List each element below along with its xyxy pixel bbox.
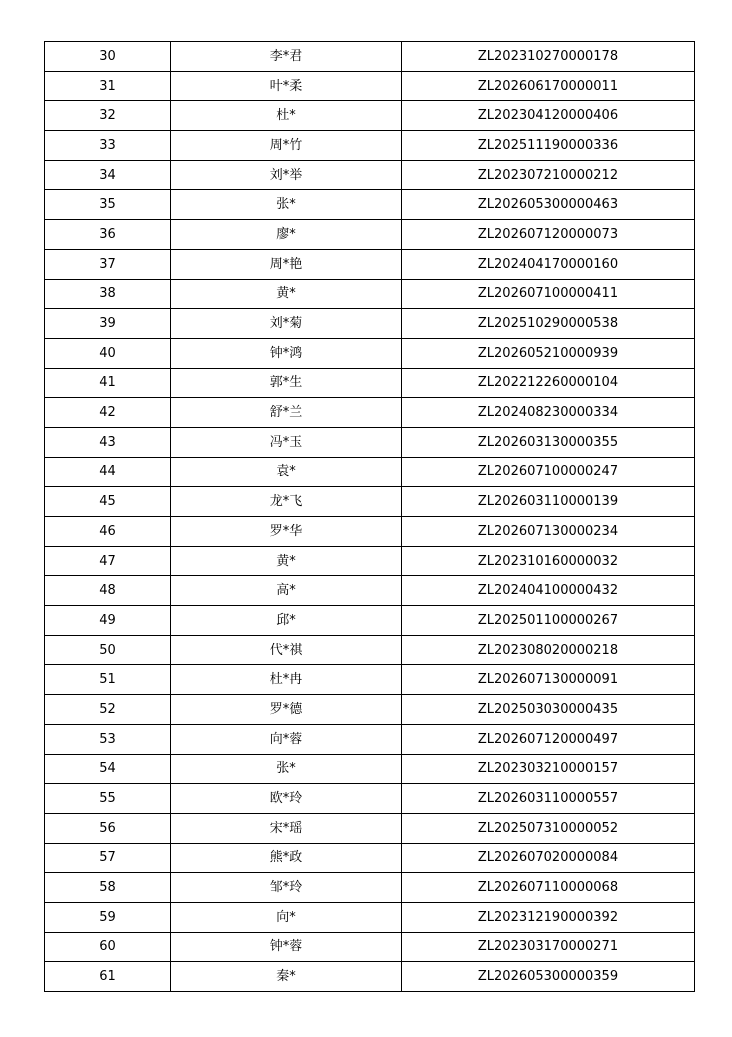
row-number-cell: 52 (45, 695, 171, 725)
registration-code-cell: ZL202404170000160 (402, 249, 695, 279)
registration-code-cell: ZL202312190000392 (402, 902, 695, 932)
row-number-cell: 45 (45, 487, 171, 517)
table-row (45, 546, 695, 576)
table-row (45, 487, 695, 517)
name-cell: 周*竹 (171, 131, 402, 161)
name-cell: 邱* (171, 606, 402, 636)
table-row (45, 71, 695, 101)
row-number-cell: 44 (45, 457, 171, 487)
table-row (45, 368, 695, 398)
row-number-cell: 33 (45, 131, 171, 161)
row-number-cell: 47 (45, 546, 171, 576)
table-row (45, 190, 695, 220)
registration-code-cell: ZL202507310000052 (402, 813, 695, 843)
registration-code-cell: ZL202303210000157 (402, 754, 695, 784)
name-cell: 宋*瑶 (171, 813, 402, 843)
registration-code-cell: ZL202308020000218 (402, 635, 695, 665)
registration-code-cell: ZL202310160000032 (402, 546, 695, 576)
row-number-cell: 50 (45, 635, 171, 665)
row-number-cell: 39 (45, 309, 171, 339)
registration-code-cell: ZL202605300000463 (402, 190, 695, 220)
registration-code-cell: ZL202607130000234 (402, 517, 695, 547)
row-number-cell: 30 (45, 42, 171, 72)
row-number-cell: 55 (45, 784, 171, 814)
row-number-cell: 40 (45, 338, 171, 368)
name-cell: 郭*生 (171, 368, 402, 398)
name-cell: 廖* (171, 220, 402, 250)
name-cell: 张* (171, 190, 402, 220)
table-row (45, 665, 695, 695)
table-row (45, 695, 695, 725)
registration-code-cell: ZL202607110000068 (402, 873, 695, 903)
name-cell: 袁* (171, 457, 402, 487)
row-number-cell: 34 (45, 160, 171, 190)
row-number-cell: 57 (45, 843, 171, 873)
row-number-cell: 54 (45, 754, 171, 784)
name-cell: 罗*华 (171, 517, 402, 547)
row-number-cell: 42 (45, 398, 171, 428)
registration-code-cell: ZL202307210000212 (402, 160, 695, 190)
name-cell: 钟*蓉 (171, 932, 402, 962)
table-row (45, 754, 695, 784)
row-number-cell: 35 (45, 190, 171, 220)
name-cell: 邹*玲 (171, 873, 402, 903)
row-number-cell: 46 (45, 517, 171, 547)
name-cell: 代*祺 (171, 635, 402, 665)
name-cell: 高* (171, 576, 402, 606)
table-row (45, 101, 695, 131)
row-number-cell: 60 (45, 932, 171, 962)
registration-code-cell: ZL202501100000267 (402, 606, 695, 636)
registration-code-cell: ZL202212260000104 (402, 368, 695, 398)
row-number-cell: 38 (45, 279, 171, 309)
registration-code-cell: ZL202603130000355 (402, 427, 695, 457)
registration-code-cell: ZL202607100000411 (402, 279, 695, 309)
table-row (45, 873, 695, 903)
name-cell: 黄* (171, 279, 402, 309)
name-cell: 张* (171, 754, 402, 784)
table-row (45, 784, 695, 814)
row-number-cell: 31 (45, 71, 171, 101)
registration-code-cell: ZL202404100000432 (402, 576, 695, 606)
registration-code-cell: ZL202607120000497 (402, 724, 695, 754)
row-number-cell: 41 (45, 368, 171, 398)
registration-code-cell: ZL202606170000011 (402, 71, 695, 101)
name-cell: 龙*飞 (171, 487, 402, 517)
table-row (45, 220, 695, 250)
roster-table-body (45, 42, 695, 992)
table-row (45, 724, 695, 754)
registration-code-cell: ZL202303170000271 (402, 932, 695, 962)
table-row (45, 457, 695, 487)
registration-code-cell: ZL202304120000406 (402, 101, 695, 131)
registration-code-cell: ZL202603110000557 (402, 784, 695, 814)
name-cell: 杜* (171, 101, 402, 131)
table-row (45, 517, 695, 547)
registration-code-cell: ZL202605210000939 (402, 338, 695, 368)
table-row (45, 932, 695, 962)
table-row (45, 160, 695, 190)
name-cell: 钟*鸿 (171, 338, 402, 368)
registration-code-cell: ZL202607130000091 (402, 665, 695, 695)
name-cell: 向* (171, 902, 402, 932)
registration-code-cell: ZL202511190000336 (402, 131, 695, 161)
name-cell: 向*蓉 (171, 724, 402, 754)
row-number-cell: 37 (45, 249, 171, 279)
row-number-cell: 51 (45, 665, 171, 695)
name-cell: 李*君 (171, 42, 402, 72)
name-cell: 叶*柔 (171, 71, 402, 101)
row-number-cell: 61 (45, 962, 171, 992)
table-row (45, 962, 695, 992)
name-cell: 杜*冉 (171, 665, 402, 695)
table-row (45, 279, 695, 309)
row-number-cell: 56 (45, 813, 171, 843)
row-number-cell: 59 (45, 902, 171, 932)
name-cell: 周*艳 (171, 249, 402, 279)
registration-code-cell: ZL202510290000538 (402, 309, 695, 339)
registration-code-cell: ZL202607100000247 (402, 457, 695, 487)
registration-code-cell: ZL202607020000084 (402, 843, 695, 873)
row-number-cell: 43 (45, 427, 171, 457)
row-number-cell: 36 (45, 220, 171, 250)
table-row (45, 131, 695, 161)
table-row (45, 249, 695, 279)
name-cell: 罗*德 (171, 695, 402, 725)
table-row (45, 309, 695, 339)
table-row (45, 606, 695, 636)
registration-code-cell: ZL202408230000334 (402, 398, 695, 428)
name-cell: 秦* (171, 962, 402, 992)
table-row (45, 42, 695, 72)
table-row (45, 338, 695, 368)
name-cell: 冯*玉 (171, 427, 402, 457)
table-row (45, 576, 695, 606)
table-row (45, 813, 695, 843)
row-number-cell: 49 (45, 606, 171, 636)
registration-code-cell: ZL202607120000073 (402, 220, 695, 250)
registration-code-cell: ZL202605300000359 (402, 962, 695, 992)
name-cell: 熊*政 (171, 843, 402, 873)
table-row (45, 398, 695, 428)
table-row (45, 635, 695, 665)
row-number-cell: 32 (45, 101, 171, 131)
row-number-cell: 53 (45, 724, 171, 754)
roster-table (44, 41, 695, 992)
row-number-cell: 48 (45, 576, 171, 606)
table-row (45, 427, 695, 457)
name-cell: 欧*玲 (171, 784, 402, 814)
registration-code-cell: ZL202603110000139 (402, 487, 695, 517)
name-cell: 舒*兰 (171, 398, 402, 428)
table-row (45, 902, 695, 932)
name-cell: 黄* (171, 546, 402, 576)
name-cell: 刘*举 (171, 160, 402, 190)
registration-code-cell: ZL202503030000435 (402, 695, 695, 725)
registration-code-cell: ZL202310270000178 (402, 42, 695, 72)
row-number-cell: 58 (45, 873, 171, 903)
name-cell: 刘*菊 (171, 309, 402, 339)
table-row (45, 843, 695, 873)
